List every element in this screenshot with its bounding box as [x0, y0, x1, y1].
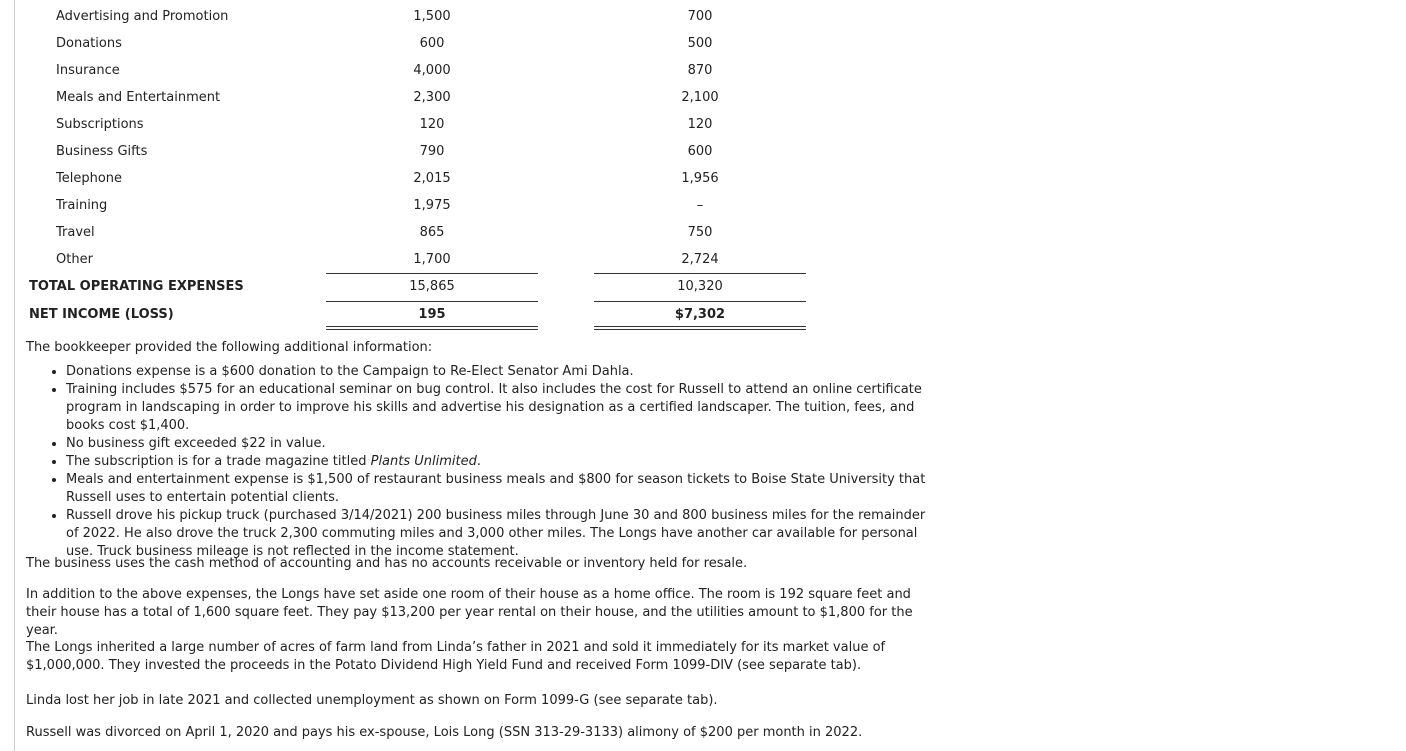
income-statement-table: [0, 3, 820, 329]
rule-col2: [594, 301, 806, 302]
value-col2: 870: [687, 63, 713, 78]
paragraph: In addition to the above expenses, the Longs have set aside one room of their house as a home office. The room is 192 square feet and their house has a total of 1,600 square feet. They pay $13,200 per year rental on their house, and the utilities amount to $1,800 for the year.: [26, 587, 913, 638]
paragraph: The Longs inherited a large number of acres of farm land from Linda’s father in 2021 and sold it immediately for its market value of $1,000,000. They invested the proceeds in the Potato Dividend High Yield Fund and received Form 1099-DIV (see separate tab).: [26, 640, 886, 673]
net-income-row: [0, 301, 820, 329]
intro-text: The bookkeeper provided the following additional information:: [26, 340, 433, 355]
table-row: [0, 57, 820, 84]
value-col2: 750: [687, 225, 713, 240]
total-row: [0, 273, 820, 301]
value-col1: 4,000: [413, 63, 451, 78]
list-item-text: The subscription is for a trade magazine titled: [66, 454, 371, 469]
row-label: Advertising and Promotion: [56, 9, 229, 24]
table-row: [0, 219, 820, 246]
table-row: [0, 84, 820, 111]
magazine-title: Plants Unlimited: [370, 454, 477, 469]
info-list: [26, 363, 936, 561]
table-row: [0, 30, 820, 57]
row-label: Insurance: [56, 63, 120, 78]
table-row: [0, 111, 820, 138]
value-col2: 500: [687, 36, 713, 51]
list-item: • Russell drove his pickup truck (purchased 3/14/2021) 200 business miles through June 30 and 800 business miles for the remainder of 2022. He also drove the truck 2,300 commuting miles and 3,000 other miles. The Longs have another car available for personal use. Truck business mileage is not reflected in the income statement.: [66, 507, 936, 561]
net-col1: 195: [418, 307, 446, 322]
table-row: [0, 3, 820, 30]
value-col1: 2,300: [413, 90, 451, 105]
value-col2: 1,956: [681, 171, 719, 186]
row-label: Meals and Entertainment: [56, 90, 221, 105]
row-label: Business Gifts: [56, 144, 148, 159]
row-label: Subscriptions: [56, 117, 144, 132]
row-label: Training: [56, 198, 108, 213]
paragraph: The business uses the cash method of accounting and has no accounts receivable or inventory held for resale.: [26, 556, 748, 571]
list-item: [66, 453, 936, 471]
paragraph: Linda lost her job in late 2021 and collected unemployment as shown on Form 1099-G (see separate tab).: [26, 693, 718, 708]
rule-col2: [594, 273, 806, 274]
total-col1: 15,865: [409, 279, 455, 294]
list-item: • Donations expense is a $600 donation to the Campaign to Re-Elect Senator Ami Dahla.: [66, 363, 936, 381]
rule-col1: [326, 273, 538, 274]
value-col1: 120: [419, 117, 445, 132]
list-item-suffix: .: [476, 454, 482, 469]
row-label: Telephone: [56, 171, 123, 186]
value-col2: 600: [687, 144, 713, 159]
double-rule-col2: [594, 326, 806, 330]
list-item: • Training includes $575 for an educational seminar on bug control. It also includes the cost for Russell to attend an online certificate program in landscaping in order to improve his skills and advertise his designation as a certified landscaper. The tuition, fees, and books cost $1,400.: [66, 381, 936, 435]
double-rule-col1: [326, 326, 538, 330]
value-col2: 120: [687, 117, 713, 132]
value-col1: 600: [419, 36, 445, 51]
additional-info: [26, 339, 936, 561]
value-col1: 1,700: [413, 252, 451, 267]
table-row: [0, 246, 820, 273]
total-label: TOTAL OPERATING EXPENSES: [29, 279, 244, 294]
row-label: Other: [56, 252, 93, 267]
value-col2: 700: [687, 9, 713, 24]
rule-col1: [326, 301, 538, 302]
list-item: • Meals and entertainment expense is $1,500 of restaurant business meals and $800 for season tickets to Boise State University that Russell uses to entertain potential clients.: [66, 471, 936, 507]
value-col1: 2,015: [413, 171, 451, 186]
value-col1: 865: [419, 225, 445, 240]
list-item: • No business gift exceeded $22 in value.: [66, 435, 936, 453]
row-label: Travel: [56, 225, 95, 240]
value-col2: 2,724: [681, 252, 719, 267]
value-col1: 1,975: [413, 198, 451, 213]
value-col1: 1,500: [413, 9, 451, 24]
table-row: [0, 138, 820, 165]
value-col1: 790: [419, 144, 445, 159]
row-label: Donations: [56, 36, 122, 51]
paragraph: Russell was divorced on April 1, 2020 and pays his ex-spouse, Lois Long (SSN 313-29-3133) alimony of $200 per month in 2022.: [26, 725, 863, 740]
table-row: [0, 165, 820, 192]
value-col2: 2,100: [681, 90, 719, 105]
total-col2: 10,320: [677, 279, 723, 294]
net-col2: $7,302: [674, 307, 726, 322]
value-col2: –: [696, 198, 704, 213]
net-label: NET INCOME (LOSS): [29, 307, 174, 322]
table-row: [0, 192, 820, 219]
